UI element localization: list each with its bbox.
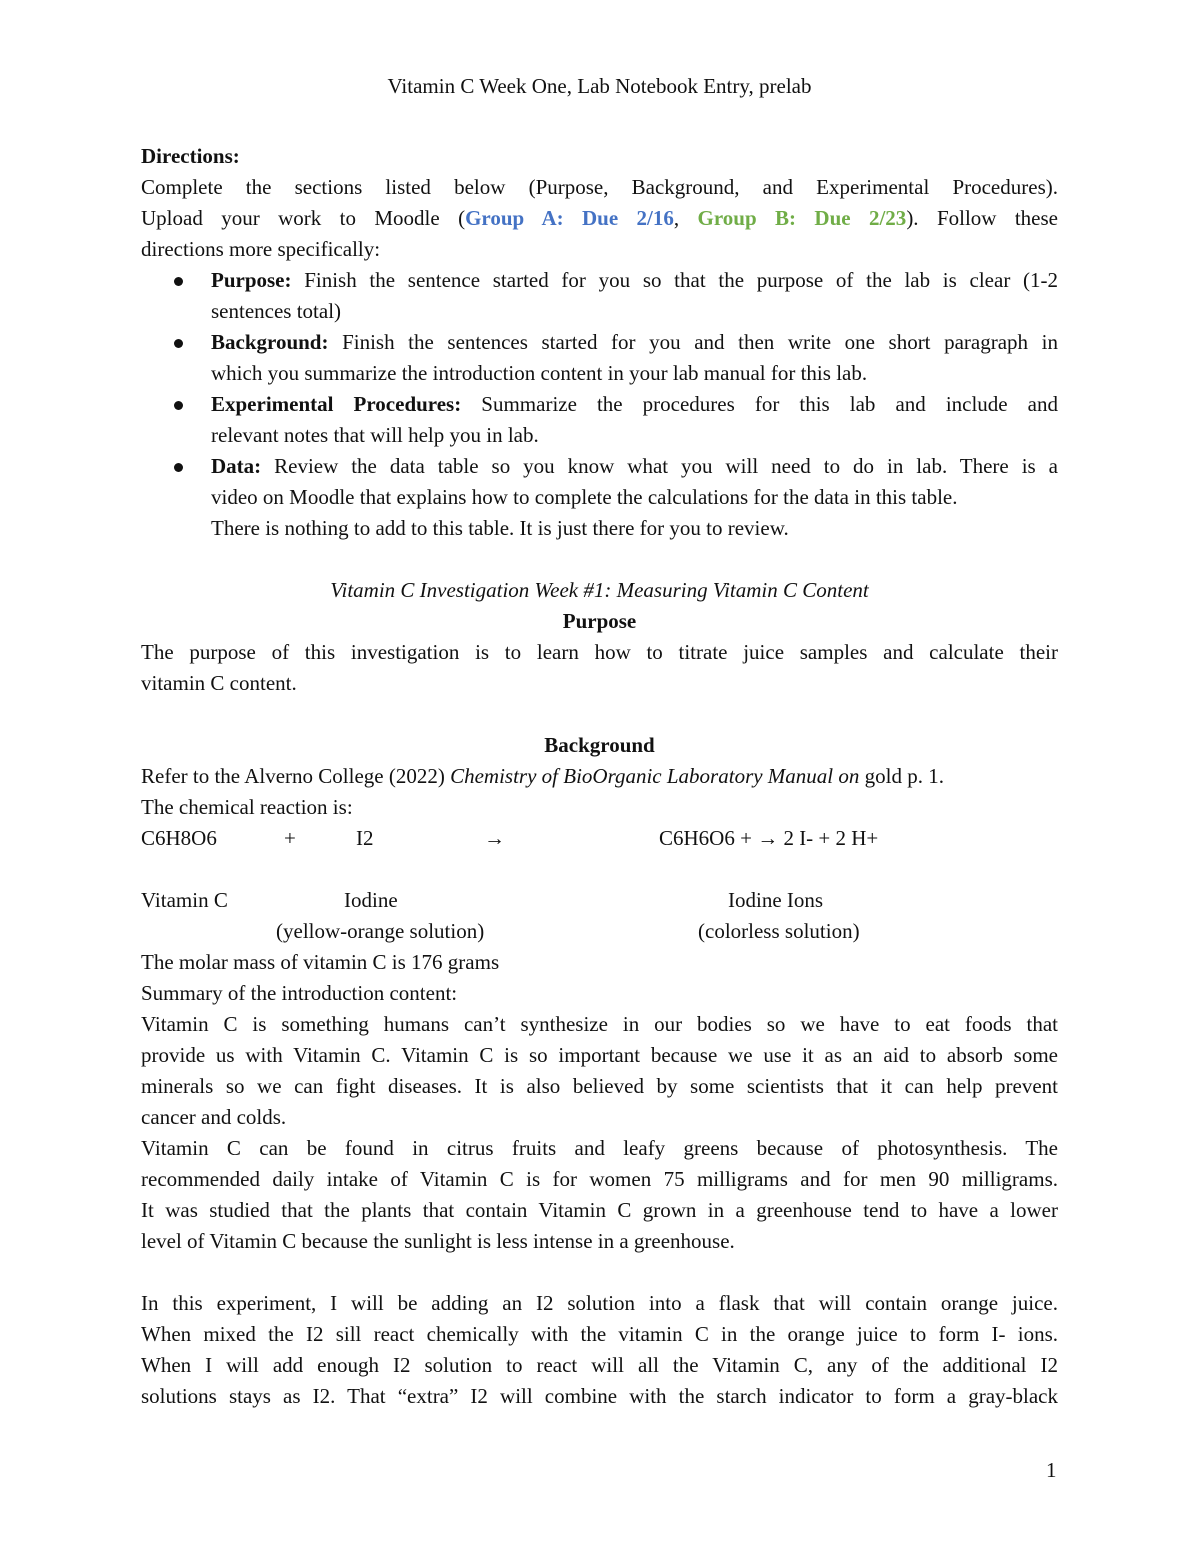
- experiment-line: When I will add enough I2 solution to react will all the Vitamin C, any of the additional I2: [141, 1353, 1058, 1377]
- bullet-background: [211, 327, 1058, 358]
- molar-mass: The molar mass of vitamin C is 176 grams: [141, 950, 500, 974]
- summary-p1-line: minerals so we can fight diseases. It is also believed by some scientists that it can help prevent: [141, 1074, 1058, 1098]
- reference-page: gold p. 1.: [859, 764, 944, 788]
- bullet-label: Purpose:: [211, 268, 292, 292]
- label-yellow-orange: (yellow-orange solution): [276, 919, 485, 943]
- reference-title: Chemistry of BioOrganic Laboratory Manual on: [450, 764, 860, 788]
- directions-line-3: directions more specifically:: [141, 237, 381, 261]
- purpose-line-2: vitamin C content.: [141, 671, 297, 695]
- bullet-data: [211, 451, 1058, 482]
- reactant-iodine: I2: [356, 826, 374, 850]
- summary-p2-line: It was studied that the plants that contain Vitamin C grown in a greenhouse tend to have a lower: [141, 1198, 1058, 1222]
- bullet-label: Data:: [211, 454, 262, 478]
- plus-sign: +: [284, 826, 296, 850]
- bullet-dot: [174, 277, 183, 286]
- bullet-dot: [174, 339, 183, 348]
- summary-p1-line: Vitamin C is something humans can’t synthesize in our bodies so we have to eat foods that: [141, 1012, 1058, 1036]
- background-heading: Background: [544, 733, 655, 757]
- product-text: C6H6O6 +: [659, 826, 758, 850]
- bullet-background-cont: which you summarize the introduction content in your lab manual for this lab.: [211, 361, 868, 385]
- summary-heading: Summary of the introduction content:: [141, 981, 458, 1005]
- bullet-label: Background:: [211, 330, 329, 354]
- experiment-line: In this experiment, I will be adding an I2 solution into a flask that will contain orange juice.: [141, 1291, 1058, 1315]
- page-header: Vitamin C Week One, Lab Notebook Entry, prelab: [387, 74, 812, 98]
- bullet-purpose: [211, 265, 1058, 296]
- bullet-data-cont-1: video on Moodle that explains how to complete the calculations for the data in this table.: [211, 485, 958, 509]
- reference-text: Refer to the Alverno College (2022): [141, 764, 451, 788]
- directions-line-2: [141, 203, 1058, 234]
- group-a-due: Group A: Due 2/16: [465, 206, 674, 230]
- bullet-text: Review the data table so you know what you will need to do in lab. There is a: [261, 454, 1058, 478]
- investigation-title: Vitamin C Investigation Week #1: Measuring Vitamin C Content: [330, 578, 869, 602]
- product-ions: 2 I- + 2 H+: [778, 826, 879, 850]
- directions-heading: Directions:: [141, 144, 240, 168]
- purpose-line-1: The purpose of this investigation is to learn how to titrate juice samples and calculate their: [141, 640, 1058, 664]
- group-b-due: Group B: Due 2/23: [697, 206, 907, 230]
- purpose-heading: Purpose: [562, 609, 637, 633]
- bullet-text: Finish the sentence started for you so that the purpose of the lab is clear (1-2: [291, 268, 1058, 292]
- directions-line-2a: Upload your work to Moodle (: [141, 206, 466, 230]
- reaction-intro: The chemical reaction is:: [141, 795, 353, 819]
- experiment-line: When mixed the I2 sill react chemically with the vitamin C in the orange juice to form I- ions.: [141, 1322, 1058, 1346]
- bullet-procedures-cont: relevant notes that will help you in lab.: [211, 423, 539, 447]
- summary-p2-line: Vitamin C can be found in citrus fruits and leafy greens because of photosynthesis. The: [141, 1136, 1058, 1160]
- reaction-arrow-icon: →: [484, 826, 505, 850]
- bullet-procedures: [211, 389, 1058, 420]
- summary-p2-line: level of Vitamin C because the sunlight is less intense in a greenhouse.: [141, 1229, 735, 1253]
- summary-p1-line: provide us with Vitamin C. Vitamin C is so important because we use it as an aid to absorb some: [141, 1043, 1058, 1067]
- background-reference: [141, 761, 944, 792]
- reaction-products: [659, 823, 878, 854]
- label-iodine: Iodine: [344, 888, 398, 912]
- directions-line-1: Complete the sections listed below (Purpose, Background, and Experimental Procedures).: [141, 175, 1058, 199]
- reaction-arrow-icon: →: [757, 826, 779, 850]
- bullet-text: Summarize the procedures for this lab and include and: [461, 392, 1058, 416]
- summary-p2-line: recommended daily intake of Vitamin C is for women 75 milligrams and for men 90 milligrams.: [141, 1167, 1058, 1191]
- reactant-vitamin-c: C6H8O6: [141, 826, 217, 850]
- bullet-dot: [174, 463, 183, 472]
- label-colorless: (colorless solution): [698, 919, 860, 943]
- bullet-data-cont-2: There is nothing to add to this table. It is just there for you to review.: [211, 516, 789, 540]
- page-number: 1: [1046, 1458, 1057, 1482]
- label-iodine-ions: Iodine Ions: [728, 888, 824, 912]
- bullet-purpose-cont: sentences total): [211, 299, 342, 323]
- summary-p1-line: cancer and colds.: [141, 1105, 287, 1129]
- directions-line-2b: ). Follow these: [906, 206, 1058, 230]
- label-vitamin-c: Vitamin C: [141, 888, 228, 912]
- experiment-line: solutions stays as I2. That “extra” I2 will combine with the starch indicator to form a gray-black: [141, 1384, 1058, 1408]
- directions-comma: ,: [673, 206, 698, 230]
- bullet-label: Experimental Procedures:: [211, 392, 462, 416]
- bullet-dot: [174, 401, 183, 410]
- bullet-text: Finish the sentences started for you and then write one short paragraph in: [328, 330, 1058, 354]
